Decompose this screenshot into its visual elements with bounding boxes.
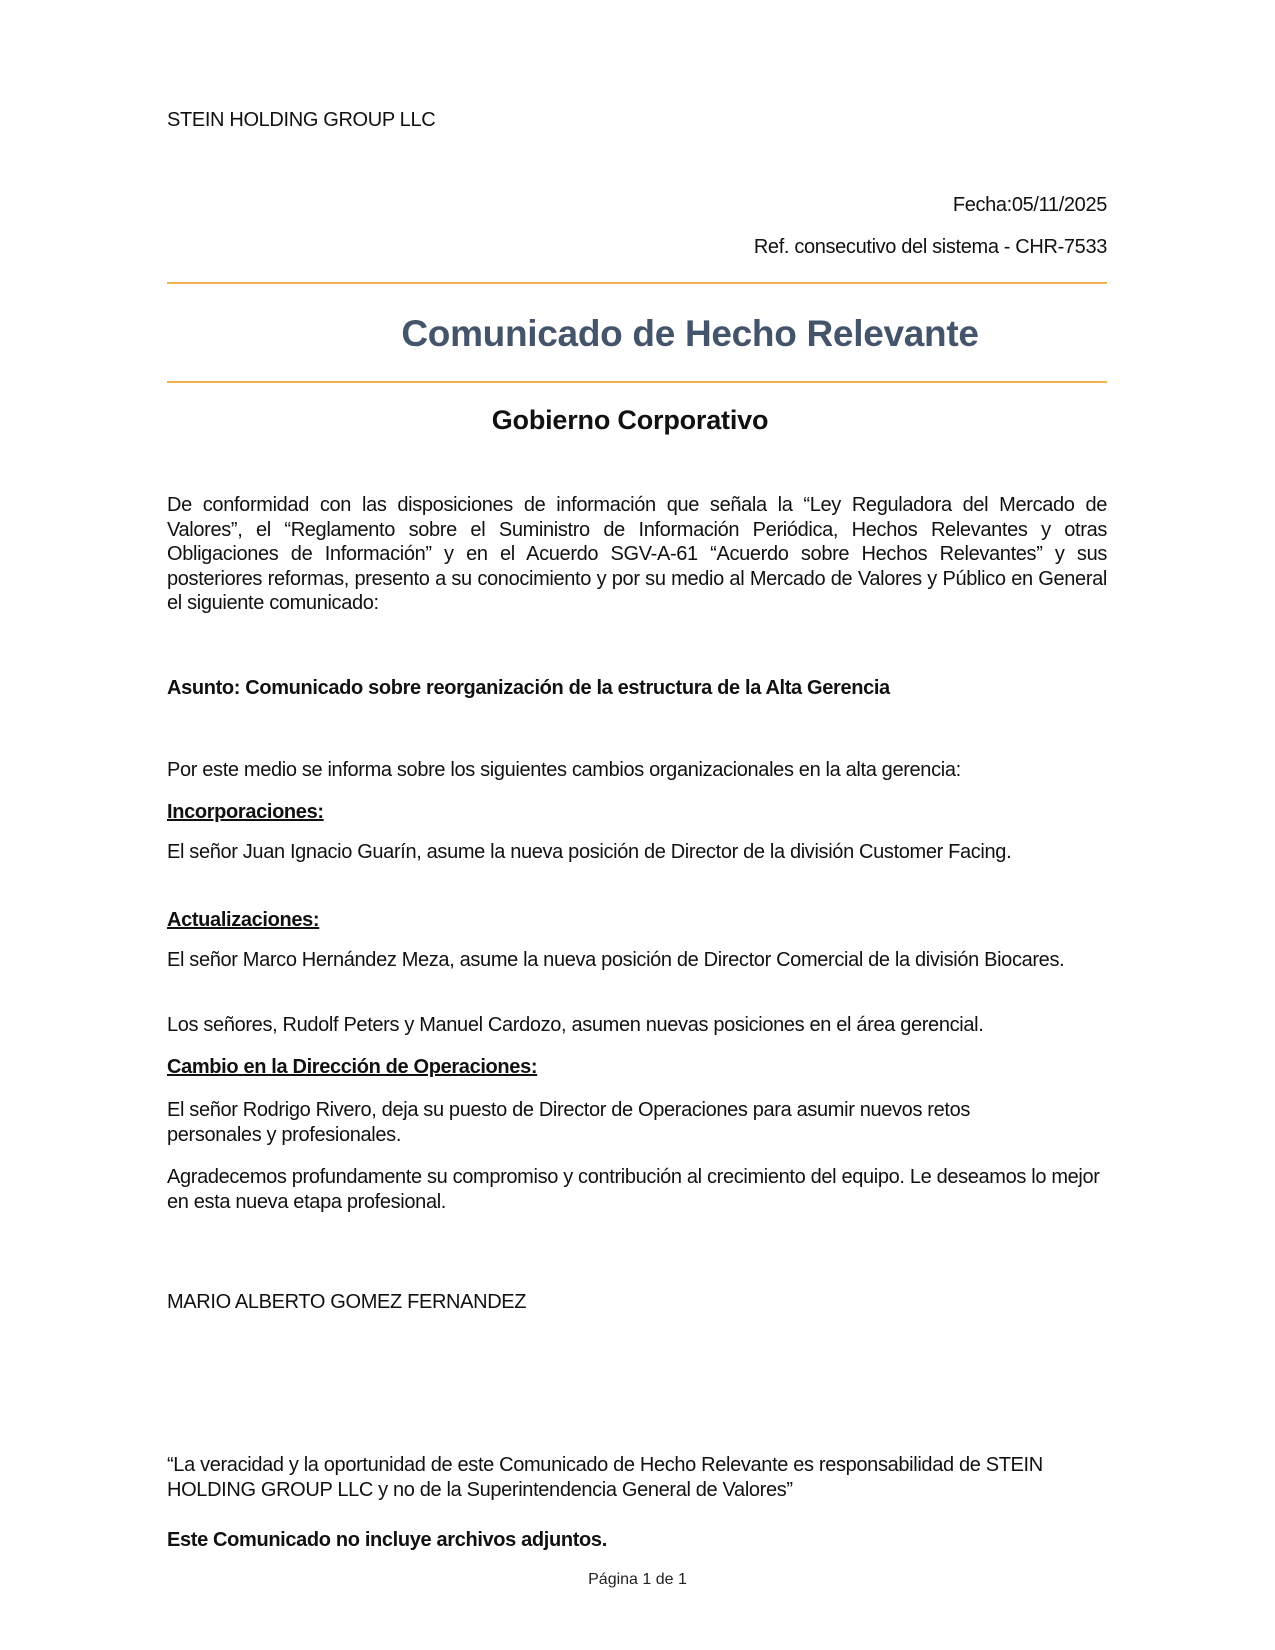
document-title: Comunicado de Hecho Relevante <box>401 313 979 354</box>
subject-line: Asunto: Comunicado sobre reorganización de la estructura de la Alta Gerencia <box>167 677 890 699</box>
bottom-divider <box>167 381 1107 383</box>
updates-heading-text: Actualizaciones: <box>167 909 320 931</box>
operations-heading <box>167 1055 1107 1080</box>
document-subtitle: Gobierno Corporativo <box>491 405 769 435</box>
operations-heading-text: Cambio en la Dirección de Operaciones: <box>167 1056 538 1078</box>
operations-item: El señor Rodrigo Rivero, deja su puesto de Director de Operaciones para asumir nuevos retos personales y profesionales. <box>167 1099 971 1146</box>
incorporation-item: El señor Juan Ignacio Guarín, asume la nueva posición de Director de la división Customer Facing. <box>167 841 1012 863</box>
intro-paragraph: De conformidad con las disposiciones de información que señala la “Ley Reguladora del Mercado de Valores”, el “Reglamento sobre el Suministro de Información Periódica, Hechos Relevantes y otras Obligaciones de Información” y en el Acuerdo SGV-A-61 “Acuerdo sobre Hechos Relevantes” y sus posteriores reformas, presento a su conocimiento y por su medio al Mercado de Valores y Público en General el siguiente comunicado: <box>167 494 1107 615</box>
update-item: El señor Marco Hernández Meza, asume la nueva posición de Director Comercial de la división Biocares. <box>167 949 1065 971</box>
incorporations-heading <box>167 800 1107 825</box>
incorporations-heading-text: Incorporaciones: <box>167 801 324 823</box>
page-number: Página 1 de 1 <box>588 1571 687 1588</box>
operations-item: Agradecemos profundamente su compromiso y contribución al crecimiento del equipo. Le deseamos lo mejor en esta nueva etapa profesional. <box>167 1166 1100 1213</box>
signer-name: MARIO ALBERTO GOMEZ FERNANDEZ <box>167 1291 527 1313</box>
top-divider <box>167 282 1107 284</box>
company-name: STEIN HOLDING GROUP LLC <box>167 109 436 131</box>
update-item: Los señores, Rudolf Peters y Manuel Cardozo, asumen nuevas posiciones en el área gerencial. <box>167 1014 984 1036</box>
lead-paragraph: Por este medio se informa sobre los siguientes cambios organizacionales en la alta gerencia: <box>167 759 961 781</box>
updates-heading <box>167 908 1107 933</box>
disclaimer: “La veracidad y la oportunidad de este Comunicado de Hecho Relevante es responsabilidad de STEIN HOLDING GROUP LLC y no de la Superintendencia General de Valores” <box>167 1454 1043 1501</box>
system-reference: Ref. consecutivo del sistema - CHR-7533 <box>753 236 1107 258</box>
no-attachments-note: Este Comunicado no incluye archivos adjuntos. <box>167 1529 607 1551</box>
document-date: Fecha:05/11/2025 <box>952 194 1107 216</box>
